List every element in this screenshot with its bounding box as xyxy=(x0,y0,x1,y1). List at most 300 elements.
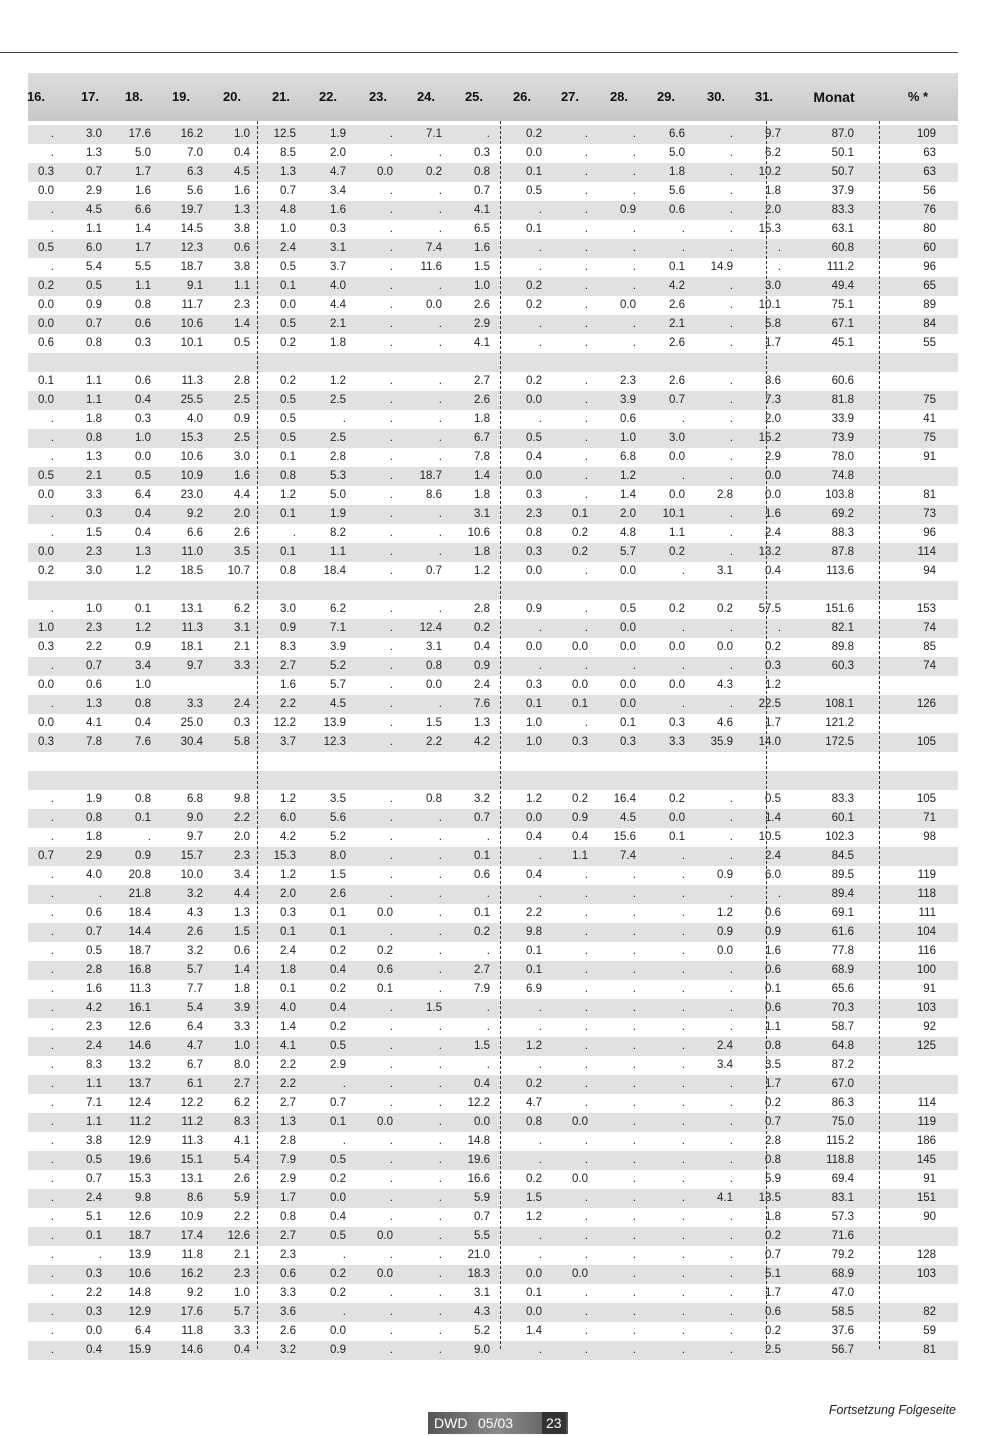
table-cell: . xyxy=(389,261,393,273)
table-cell xyxy=(896,581,936,600)
table-row xyxy=(28,1075,958,1094)
table-cell: 12.2 xyxy=(273,717,296,729)
table-cell: 0.4 xyxy=(135,527,151,539)
table-cell xyxy=(111,353,151,372)
table-cell: 0.8 xyxy=(280,470,296,482)
table-cell: . xyxy=(389,280,393,292)
table-cell: 6.0 xyxy=(86,242,102,254)
table-cell: 0.1 xyxy=(86,1230,102,1242)
table-cell: 1.4 xyxy=(135,223,151,235)
table-cell xyxy=(306,752,346,771)
table-cell: . xyxy=(50,1325,54,1337)
table-cell: . xyxy=(538,1230,542,1242)
table-cell: . xyxy=(729,1325,733,1337)
table-cell: 9.8 xyxy=(526,926,542,938)
table-cell: 3.3 xyxy=(234,1021,250,1033)
table-cell: 0.3 xyxy=(86,1306,102,1318)
table-cell: . xyxy=(584,1154,588,1166)
table-cell xyxy=(741,752,781,771)
table-cell: . xyxy=(50,508,54,520)
table-cell: . xyxy=(729,1344,733,1356)
table-cell: . xyxy=(584,394,588,406)
table-cell: 0.7 xyxy=(330,1097,346,1109)
table-cell: . xyxy=(729,1135,733,1147)
table-cell: 0.2 xyxy=(765,641,781,653)
table-cell: 1.8 xyxy=(474,489,490,501)
column-divider xyxy=(500,121,501,1349)
table-cell: 0.2 xyxy=(38,280,54,292)
table-cell: . xyxy=(632,1344,636,1356)
table-cell: 2.9 xyxy=(280,1173,296,1185)
table-cell: 0.2 xyxy=(474,926,490,938)
table-cell: 0.8 xyxy=(765,1040,781,1052)
table-cell: 2.3 xyxy=(620,375,636,387)
table-cell: 17.6 xyxy=(180,1306,203,1318)
table-cell: 1.5 xyxy=(474,261,490,273)
table-row xyxy=(28,980,958,999)
table-cell: 55 xyxy=(923,337,936,349)
table-cell: . xyxy=(729,1249,733,1261)
column-header: 26. xyxy=(512,89,532,104)
table-cell: 0.6 xyxy=(86,679,102,691)
table-cell: 1.1 xyxy=(234,280,250,292)
table-row xyxy=(28,771,958,790)
table-row xyxy=(28,182,958,201)
table-cell: 5.4 xyxy=(187,1002,203,1014)
table-cell: 1.6 xyxy=(86,983,102,995)
table-cell: 61.6 xyxy=(831,926,854,938)
table-cell: 0.0 xyxy=(572,1173,588,1185)
table-cell: . xyxy=(632,945,636,957)
table-cell: 153 xyxy=(916,603,936,615)
table-cell: . xyxy=(292,527,296,539)
table-cell: 5.4 xyxy=(86,261,102,273)
table-cell: 65 xyxy=(923,280,936,292)
table-cell: 0.9 xyxy=(86,299,102,311)
table-cell: . xyxy=(50,432,54,444)
table-cell: 4.2 xyxy=(280,831,296,843)
table-cell: 109 xyxy=(916,128,936,140)
table-cell: 0.3 xyxy=(234,717,250,729)
table-cell: 5.7 xyxy=(620,546,636,558)
table-cell xyxy=(402,771,442,790)
table-cell: . xyxy=(486,1059,490,1071)
table-cell: . xyxy=(729,299,733,311)
table-cell: 0.0 xyxy=(620,622,636,634)
table-cell: 1.8 xyxy=(86,831,102,843)
table-cell: . xyxy=(681,1078,685,1090)
table-cell: . xyxy=(389,1249,393,1261)
table-cell: 83.3 xyxy=(831,793,854,805)
table-cell: . xyxy=(632,318,636,330)
table-cell: 1.2 xyxy=(330,375,346,387)
table-row xyxy=(28,657,958,676)
table-cell: . xyxy=(389,660,393,672)
table-cell: . xyxy=(584,926,588,938)
table-cell: 68.9 xyxy=(831,1268,854,1280)
table-cell: 1.1 xyxy=(86,375,102,387)
table-cell: . xyxy=(632,660,636,672)
table-cell: 0.5 xyxy=(86,1154,102,1166)
table-cell: 2.2 xyxy=(234,1211,250,1223)
table-cell: 0.0 xyxy=(377,907,393,919)
table-cell: . xyxy=(584,413,588,425)
table-header xyxy=(28,73,958,121)
table-cell: . xyxy=(584,242,588,254)
table-cell: . xyxy=(538,204,542,216)
table-cell xyxy=(353,752,393,771)
table-cell: 0.7 xyxy=(765,1116,781,1128)
table-cell: . xyxy=(438,1287,442,1299)
table-cell: 103.8 xyxy=(825,489,854,501)
table-cell: 1.2 xyxy=(135,622,151,634)
table-cell: 1.8 xyxy=(669,166,685,178)
table-cell xyxy=(814,676,854,695)
table-cell: 1.5 xyxy=(86,527,102,539)
table-cell: . xyxy=(632,964,636,976)
table-cell: 0.2 xyxy=(426,166,442,178)
table-cell: 3.3 xyxy=(234,660,250,672)
table-cell: 0.0 xyxy=(717,945,733,957)
top-rule xyxy=(0,52,958,53)
table-cell: 4.5 xyxy=(330,698,346,710)
table-cell: 0.1 xyxy=(330,907,346,919)
table-cell xyxy=(210,676,250,695)
table-cell: 84.5 xyxy=(831,850,854,862)
table-cell: 10.9 xyxy=(180,1211,203,1223)
table-cell: . xyxy=(438,945,442,957)
table-cell: . xyxy=(632,869,636,881)
table-cell: . xyxy=(50,261,54,273)
table-cell: 12.3 xyxy=(323,736,346,748)
table-cell: . xyxy=(584,451,588,463)
table-cell: . xyxy=(538,337,542,349)
table-row xyxy=(28,1113,958,1132)
table-cell: 2.2 xyxy=(234,812,250,824)
table-cell: . xyxy=(538,1059,542,1071)
table-cell: . xyxy=(538,1154,542,1166)
table-cell: . xyxy=(438,1173,442,1185)
table-cell: . xyxy=(584,1002,588,1014)
table-cell: 1.3 xyxy=(86,147,102,159)
table-cell: . xyxy=(438,546,442,558)
table-cell xyxy=(256,771,296,790)
table-cell: 98 xyxy=(923,831,936,843)
table-cell: 2.1 xyxy=(234,641,250,653)
table-cell: 19.6 xyxy=(467,1154,490,1166)
table-cell: . xyxy=(681,964,685,976)
table-cell: . xyxy=(729,242,733,254)
table-cell: 0.1 xyxy=(669,831,685,843)
table-cell: 11.7 xyxy=(181,299,203,311)
table-cell: 2.7 xyxy=(474,964,490,976)
table-cell: . xyxy=(438,1021,442,1033)
table-cell xyxy=(402,581,442,600)
table-cell: 10.6 xyxy=(180,318,203,330)
table-cell xyxy=(548,581,588,600)
table-cell: 18.7 xyxy=(180,261,203,273)
table-cell: . xyxy=(389,299,393,311)
table-cell: 0.9 xyxy=(620,204,636,216)
table-cell: 1.2 xyxy=(280,489,296,501)
table-cell: 0.2 xyxy=(669,546,685,558)
table-cell: 0.4 xyxy=(330,1211,346,1223)
table-cell: 6.2 xyxy=(765,147,781,159)
table-cell xyxy=(450,771,490,790)
table-cell: 3.8 xyxy=(234,223,250,235)
table-cell: 84 xyxy=(923,318,936,330)
table-cell: 0.1 xyxy=(669,261,685,273)
table-cell: . xyxy=(50,812,54,824)
table-cell: 113.6 xyxy=(826,565,854,577)
table-cell: 11.8 xyxy=(181,1325,203,1337)
table-cell: 3.4 xyxy=(234,869,250,881)
table-cell: . xyxy=(538,622,542,634)
table-cell xyxy=(14,581,54,600)
table-cell: 2.3 xyxy=(234,299,250,311)
table-cell: 0.7 xyxy=(426,565,442,577)
table-cell: 2.3 xyxy=(86,546,102,558)
table-cell: 65.6 xyxy=(831,983,854,995)
table-cell: 5.1 xyxy=(86,1211,102,1223)
table-cell: 0.6 xyxy=(765,1002,781,1014)
table-cell xyxy=(163,581,203,600)
table-cell: 2.6 xyxy=(280,1325,296,1337)
table-cell: . xyxy=(729,432,733,444)
table-cell: 11.3 xyxy=(181,375,203,387)
table-cell: . xyxy=(486,831,490,843)
column-header: 18. xyxy=(124,89,144,104)
table-cell: 1.8 xyxy=(765,185,781,197)
table-cell: 2.2 xyxy=(280,698,296,710)
table-cell: 1.9 xyxy=(330,128,346,140)
table-cell: 71 xyxy=(923,812,936,824)
table-cell: 63 xyxy=(923,166,936,178)
table-cell: . xyxy=(632,1002,636,1014)
table-cell: 2.0 xyxy=(330,147,346,159)
table-cell: 12.6 xyxy=(128,1021,151,1033)
table-cell: 0.5 xyxy=(86,280,102,292)
table-cell: 4.3 xyxy=(474,1306,490,1318)
table-cell: 0.0 xyxy=(669,812,685,824)
table-cell: . xyxy=(50,1249,54,1261)
table-cell: 9.7 xyxy=(765,128,781,140)
table-cell: 1.5 xyxy=(330,869,346,881)
table-cell: 0.0 xyxy=(526,470,542,482)
table-cell: . xyxy=(389,394,393,406)
table-cell: . xyxy=(632,1249,636,1261)
table-cell: . xyxy=(389,1021,393,1033)
table-cell: 111.2 xyxy=(826,261,854,273)
table-cell: 1.0 xyxy=(135,432,151,444)
table-cell: 14.6 xyxy=(128,1040,151,1052)
table-cell: . xyxy=(632,1078,636,1090)
table-cell: . xyxy=(438,1078,442,1090)
table-cell: . xyxy=(729,185,733,197)
table-cell: 119 xyxy=(917,869,936,881)
table-cell: 6.9 xyxy=(526,983,542,995)
table-cell: 74 xyxy=(923,622,936,634)
table-row xyxy=(28,1208,958,1227)
table-cell: 2.4 xyxy=(86,1040,102,1052)
table-cell: . xyxy=(681,1154,685,1166)
table-cell: 0.0 xyxy=(38,299,54,311)
table-cell: 0.7 xyxy=(669,394,685,406)
table-cell: 3.3 xyxy=(669,736,685,748)
table-cell: 0.4 xyxy=(330,1002,346,1014)
table-cell: . xyxy=(584,1059,588,1071)
table-cell: . xyxy=(632,128,636,140)
table-cell: 0.0 xyxy=(330,1325,346,1337)
table-cell: 1.5 xyxy=(426,1002,442,1014)
column-header: 29. xyxy=(656,89,676,104)
table-cell: 0.0 xyxy=(377,1230,393,1242)
table-cell: 118.8 xyxy=(826,1154,854,1166)
table-cell: 0.2 xyxy=(38,565,54,577)
table-cell: 0.8 xyxy=(765,1154,781,1166)
table-cell: 60.6 xyxy=(831,375,854,387)
table-cell: 59 xyxy=(923,1325,936,1337)
table-cell: 0.7 xyxy=(86,660,102,672)
table-cell: 5.7 xyxy=(187,964,203,976)
table-cell: 10.1 xyxy=(662,508,685,520)
table-cell: 0.5 xyxy=(234,337,250,349)
table-cell: 1.1 xyxy=(86,223,102,235)
table-cell: 0.1 xyxy=(135,603,151,615)
table-cell: . xyxy=(584,888,588,900)
table-cell: 115.2 xyxy=(826,1135,854,1147)
table-cell: . xyxy=(538,318,542,330)
table-cell: . xyxy=(729,983,733,995)
table-cell: . xyxy=(389,1135,393,1147)
table-cell: 0.9 xyxy=(330,1344,346,1356)
table-cell: 3.9 xyxy=(234,1002,250,1014)
table-cell: . xyxy=(584,603,588,615)
table-cell: . xyxy=(681,850,685,862)
table-cell: 1.1 xyxy=(765,1021,781,1033)
table-cell: 0.4 xyxy=(135,508,151,520)
table-cell: 0.5 xyxy=(526,185,542,197)
table-cell: 2.8 xyxy=(474,603,490,615)
table-cell: 19.6 xyxy=(128,1154,151,1166)
table-cell: 2.8 xyxy=(234,375,250,387)
table-cell: . xyxy=(50,698,54,710)
table-cell: . xyxy=(632,185,636,197)
table-cell: 0.7 xyxy=(474,185,490,197)
table-cell: 2.9 xyxy=(86,850,102,862)
table-cell: . xyxy=(584,1192,588,1204)
table-cell: 0.4 xyxy=(135,717,151,729)
table-cell: 0.1 xyxy=(280,926,296,938)
table-cell: 7.9 xyxy=(474,983,490,995)
table-cell: 1.8 xyxy=(330,337,346,349)
table-cell xyxy=(210,353,250,372)
table-cell: . xyxy=(438,869,442,881)
table-cell: . xyxy=(50,1135,54,1147)
table-cell: 5.9 xyxy=(234,1192,250,1204)
table-cell: 50.7 xyxy=(831,166,854,178)
table-cell: 119 xyxy=(917,1116,936,1128)
table-cell: . xyxy=(632,1154,636,1166)
table-cell: . xyxy=(389,1002,393,1014)
table-cell: . xyxy=(584,622,588,634)
table-cell: 0.1 xyxy=(280,546,296,558)
table-cell: . xyxy=(681,1249,685,1261)
table-cell: 81 xyxy=(923,489,936,501)
table-cell: 1.1 xyxy=(330,546,346,558)
table-cell: 18.3 xyxy=(467,1268,490,1280)
table-row xyxy=(28,1056,958,1075)
table-cell: 0.1 xyxy=(526,1287,542,1299)
table-cell: 5.0 xyxy=(669,147,685,159)
table-row xyxy=(28,562,958,581)
table-cell: . xyxy=(681,1002,685,1014)
table-cell: 0.9 xyxy=(717,926,733,938)
table-cell: 1.6 xyxy=(234,470,250,482)
table-cell: 0.9 xyxy=(474,660,490,672)
table-cell: 103 xyxy=(916,1268,936,1280)
table-cell: . xyxy=(681,1097,685,1109)
table-cell: 2.2 xyxy=(86,1287,102,1299)
table-cell: . xyxy=(50,1097,54,1109)
table-cell: 0.3 xyxy=(38,736,54,748)
table-cell: 1.0 xyxy=(38,622,54,634)
table-cell: 0.4 xyxy=(234,147,250,159)
table-cell: 0.5 xyxy=(280,261,296,273)
table-cell: 0.3 xyxy=(526,679,542,691)
table-cell: 49.4 xyxy=(831,280,854,292)
table-cell: . xyxy=(389,793,393,805)
table-cell: 1.1 xyxy=(572,850,588,862)
table-cell: 15.3 xyxy=(758,223,781,235)
table-cell: 0.5 xyxy=(765,793,781,805)
table-cell: . xyxy=(632,907,636,919)
table-cell: . xyxy=(438,603,442,615)
table-cell: . xyxy=(729,622,733,634)
table-cell: . xyxy=(389,869,393,881)
table-cell xyxy=(896,1284,936,1303)
table-cell: 45.1 xyxy=(831,337,854,349)
table-cell: . xyxy=(538,242,542,254)
table-cell: 5.4 xyxy=(234,1154,250,1166)
table-cell: . xyxy=(389,850,393,862)
table-cell: . xyxy=(50,603,54,615)
table-cell: 2.1 xyxy=(86,470,102,482)
table-cell: 75 xyxy=(923,432,936,444)
table-cell: 0.1 xyxy=(526,698,542,710)
table-row xyxy=(28,1284,958,1303)
table-cell: . xyxy=(389,318,393,330)
table-cell: 7.9 xyxy=(280,1154,296,1166)
table-cell: 0.8 xyxy=(86,432,102,444)
table-cell: 2.5 xyxy=(234,432,250,444)
table-cell: . xyxy=(584,964,588,976)
table-cell: . xyxy=(729,223,733,235)
table-cell: 1.4 xyxy=(234,964,250,976)
table-cell: . xyxy=(50,223,54,235)
table-cell: 0.7 xyxy=(86,926,102,938)
table-cell xyxy=(62,752,102,771)
table-cell: 1.0 xyxy=(620,432,636,444)
table-cell: 21.8 xyxy=(128,888,151,900)
table-cell: . xyxy=(389,888,393,900)
table-cell: 0.7 xyxy=(86,1173,102,1185)
table-cell: . xyxy=(584,1021,588,1033)
table-cell: 5.6 xyxy=(330,812,346,824)
table-cell: 5.1 xyxy=(765,1268,781,1280)
table-cell: 104 xyxy=(916,926,936,938)
table-cell: . xyxy=(729,793,733,805)
